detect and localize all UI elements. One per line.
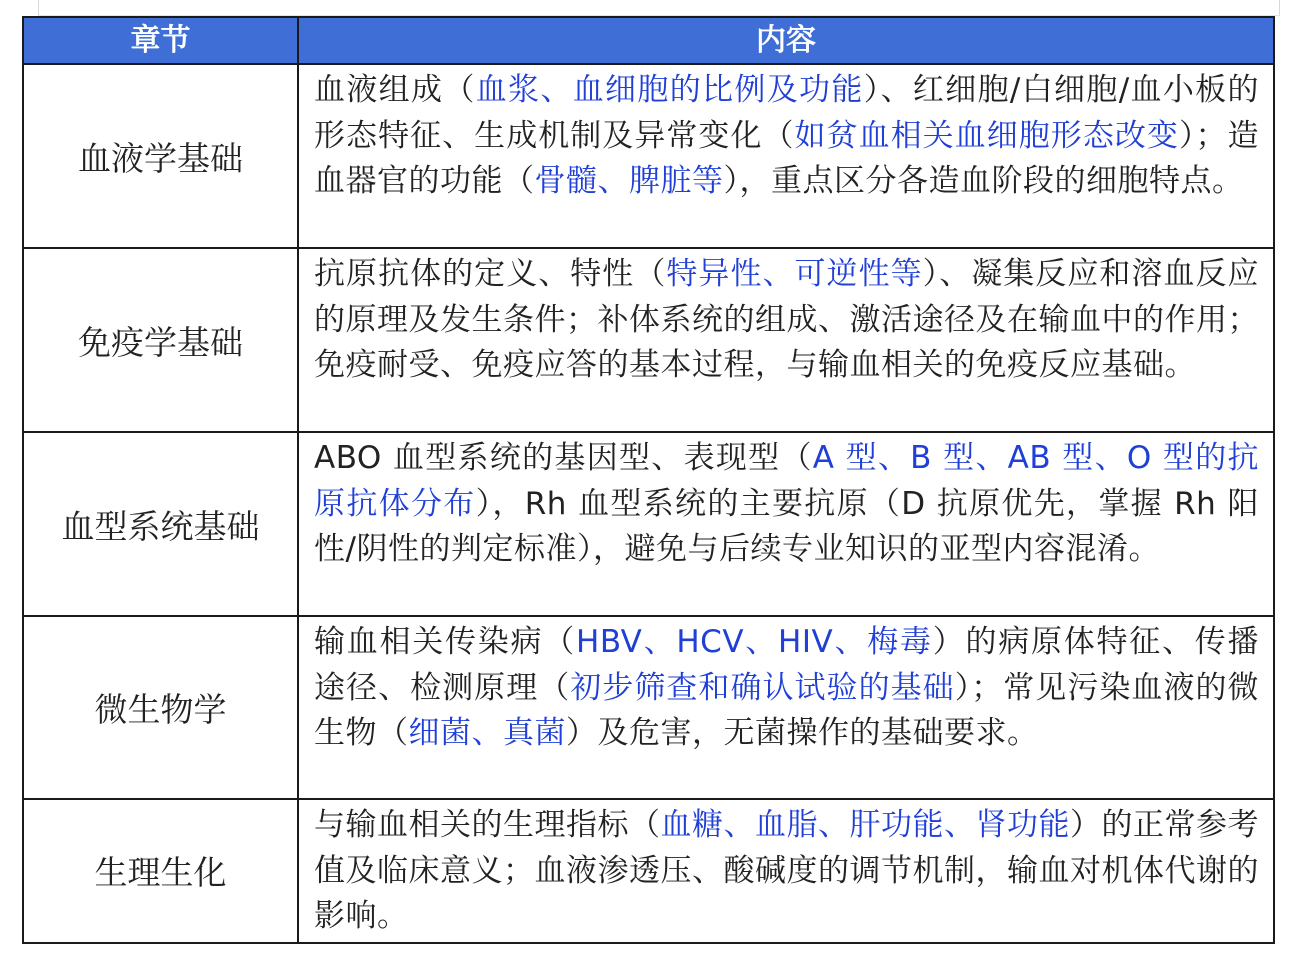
table-row xyxy=(23,799,1274,943)
highlighted-text: 初步筛查和确认试验的基础 xyxy=(570,669,955,706)
chapter-cell: 血型系统基础 xyxy=(23,432,298,616)
content-text: 与输血相关的生理指标（ xyxy=(314,807,661,843)
content-cell xyxy=(298,248,1274,432)
highlighted-text: 特异性、可逆性等 xyxy=(666,256,923,292)
chapter-cell: 微生物学 xyxy=(23,616,298,799)
highlighted-text: 血浆、血细胞的比例及功能 xyxy=(475,72,864,108)
content-text: ABO 血型系统的基因型、表现型（ xyxy=(314,440,813,476)
content-text: ）的病原体特征、传播途径、检测原理（ xyxy=(314,624,1260,706)
chapter-cell: 生理生化 xyxy=(23,799,298,943)
chapter-cell: 免疫学基础 xyxy=(23,248,298,432)
content-text: ）；常见污染血液的微生物（ xyxy=(314,669,1260,751)
content-text: ）的正常参考值及临床意义；血液渗透压、酸碱度的调节机制，输血对机体代谢的影响。 xyxy=(314,807,1259,934)
page-frame-edge xyxy=(38,0,1280,16)
content-text: 输血相关传染病（ xyxy=(314,624,577,660)
table-row xyxy=(23,432,1274,616)
column-header-content: 内容 xyxy=(298,17,1274,64)
content-text: ）、红细胞/白细胞/血小板的形态特征、生成机制及异常变化（ xyxy=(314,72,1260,154)
content-cell xyxy=(298,799,1274,943)
content-text: ）、凝集反应和溶血反应的原理及发生条件；补体系统的组成、激活途径及在输血中的作用；免疫耐受、免疫应答的基本过程，与输血相关的免疫反应基础。 xyxy=(314,256,1260,383)
content-cell xyxy=(298,432,1274,616)
syllabus-table xyxy=(22,16,1275,944)
content-text: 血液组成（ xyxy=(314,72,476,108)
content-text: 抗原抗体的定义、特性（ xyxy=(314,256,667,292)
highlighted-text: 如贫血相关血细胞形态改变 xyxy=(794,117,1179,154)
highlighted-text: A 型、B 型、AB 型、O 型的抗原抗体分布 xyxy=(314,440,1259,522)
content-text: ）及危害，无菌操作的基础要求。 xyxy=(566,715,1039,751)
highlighted-text: 细菌、真菌 xyxy=(408,715,566,751)
content-cell xyxy=(298,64,1274,248)
content-text: ），重点区分各造血阶段的细胞特点。 xyxy=(723,163,1244,199)
chapter-cell: 血液学基础 xyxy=(23,64,298,248)
column-header-chapter: 章节 xyxy=(23,17,298,64)
highlighted-text: HBV、HCV、HIV、梅毒 xyxy=(576,624,933,660)
table-row xyxy=(23,616,1274,799)
highlighted-text: 血糖、血脂、肝功能、肾功能 xyxy=(660,807,1070,843)
content-cell xyxy=(298,616,1274,799)
highlighted-text: 骨髓、脾脏等 xyxy=(534,163,724,199)
table-row xyxy=(23,248,1274,432)
content-text: ）；造血器官的功能（ xyxy=(314,117,1260,199)
content-text: ），Rh 血型系统的主要抗原（D 抗原优先，掌握 Rh 阳性/阴性的判定标准），避免与后续专业知识的亚型内容混淆。 xyxy=(314,485,1259,567)
table-header-row xyxy=(23,17,1274,64)
table-row xyxy=(23,64,1274,248)
